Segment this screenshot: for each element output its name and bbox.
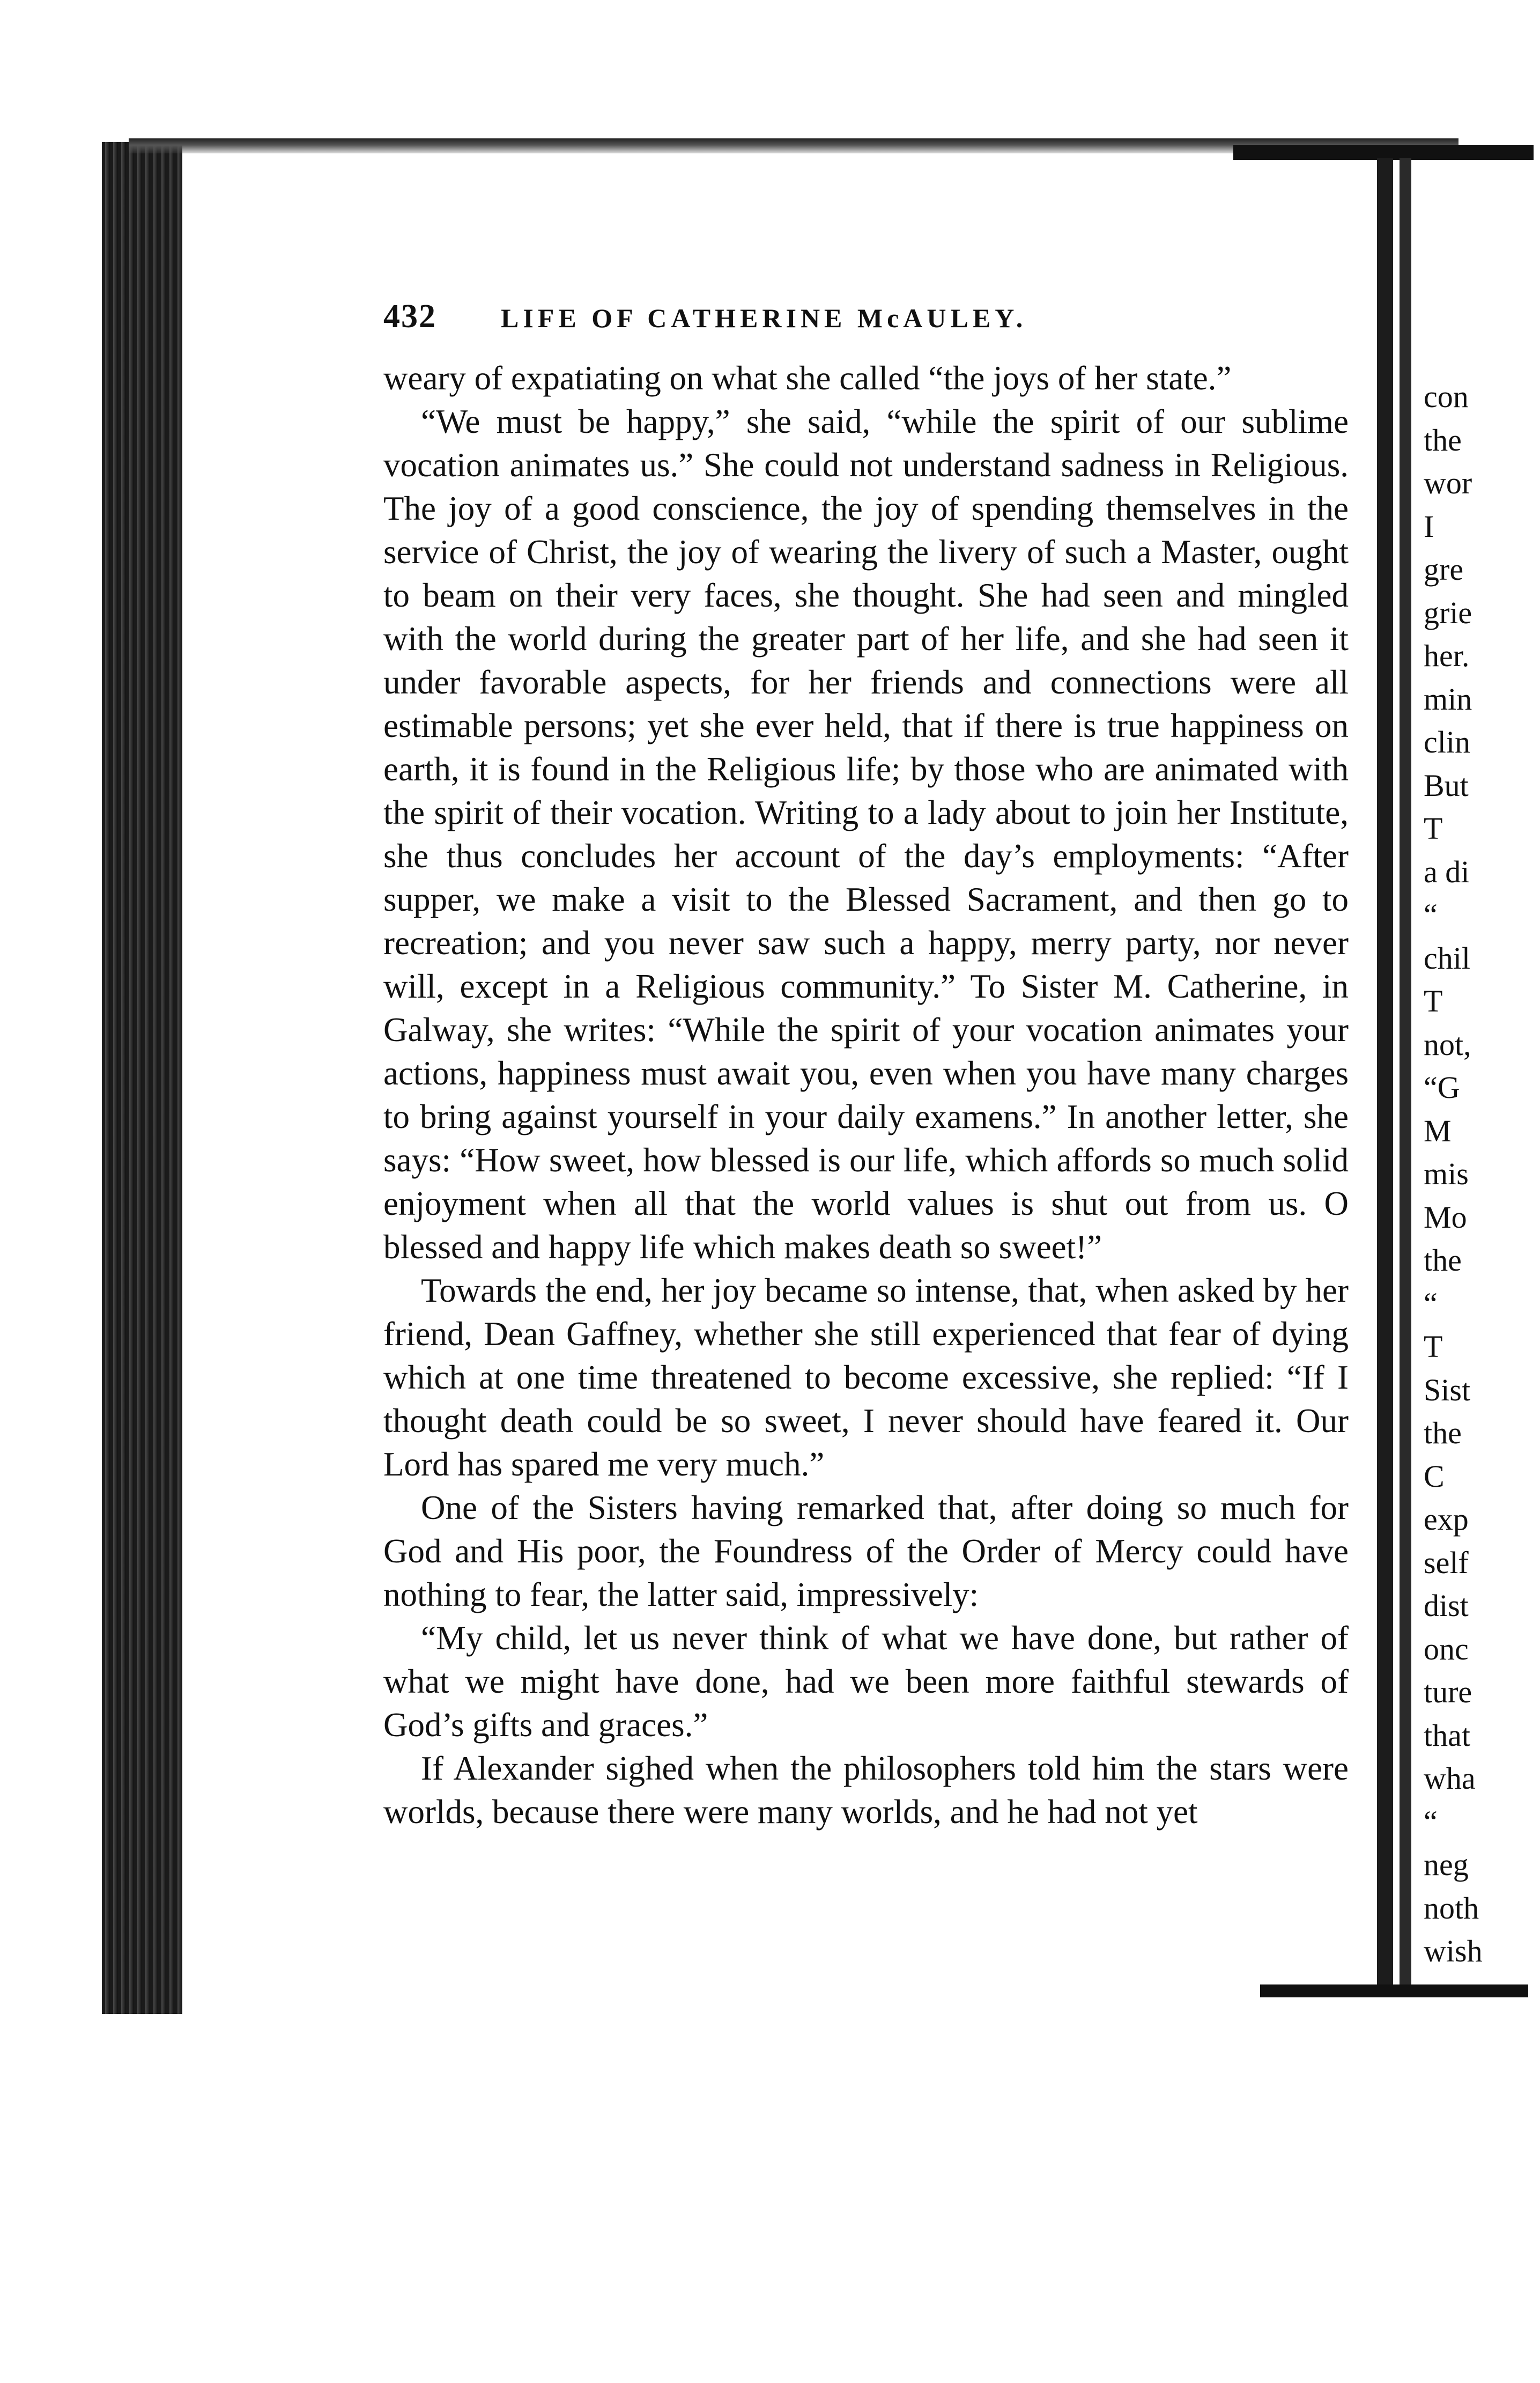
scan-page-gutter-inner [1400, 158, 1411, 1993]
paragraph: weary of expatiating on what she called “the joys of her state.” [383, 359, 1232, 397]
facing-page-fragments [1424, 375, 1531, 1973]
facing-line: grie [1424, 595, 1472, 630]
facing-line: the [1424, 1415, 1462, 1450]
facing-line: the [1424, 422, 1462, 458]
paragraph: Towards the end, her joy became so intense, that, when asked by her friend, Dean Gaffney, whether she still experienced that fear of dying which at one time threatened to become excessive, she replied: “If I thought death could be so sweet, I never should have feared it. Our Lord has spared me very much.” [383, 1272, 1349, 1483]
facing-line: ture [1424, 1674, 1472, 1709]
facing-line: dist [1424, 1588, 1469, 1623]
facing-line: gre [1424, 552, 1464, 587]
facing-line: mis [1424, 1156, 1469, 1191]
facing-line: wor [1424, 466, 1472, 500]
facing-line: her. [1424, 638, 1470, 673]
facing-line: “ [1424, 1804, 1438, 1839]
facing-line: I [1424, 508, 1434, 544]
facing-line: “G [1424, 1070, 1460, 1105]
paragraph: One of the Sisters having remarked that, after doing so much for God and His poor, the Foundress of the Order of Mercy could have nothing to fear, the latter said, impressively: [383, 1489, 1349, 1613]
facing-line: wha [1424, 1761, 1476, 1796]
facing-line: self [1424, 1545, 1469, 1580]
facing-line: Sist [1424, 1372, 1471, 1407]
facing-line: “ [1424, 1286, 1438, 1321]
facing-line: neg [1424, 1847, 1469, 1882]
facing-line: that [1424, 1717, 1470, 1753]
facing-line: clin [1424, 725, 1470, 759]
facing-line: But [1424, 768, 1469, 803]
facing-line: T [1424, 811, 1443, 846]
paragraph: “My child, let us never think of what we have done, but rather of what we might have done, had we been more faithful stewards of God’s gifts and graces.” [383, 1619, 1349, 1744]
book-binding-edge [102, 142, 182, 2014]
facing-line: Mo [1424, 1199, 1467, 1235]
facing-line: C [1424, 1458, 1445, 1494]
facing-line: onc [1424, 1631, 1469, 1666]
facing-line: min [1424, 681, 1472, 717]
body-text [383, 357, 1349, 1834]
facing-line: exp [1424, 1502, 1469, 1537]
book-page [383, 298, 1349, 2003]
facing-line: wish [1424, 1934, 1483, 1968]
paragraph: “We must be happy,” she said, “while the spirit of our sublime vocation animates us.” She could not understand sadness in Religious. The joy of a good conscience, the joy of spending themselves in the service of Christ, the joy of wearing the livery of such a Master, ought to beam on their very faces, she thought. She had seen and mingled with the world during the greater part of her life, and she had seen it under favorable aspects, for her friends and connections were all estimable persons; yet she ever held, that if there is true happiness on earth, it is found in the Religious life; by those who are animated with the spirit of their vocation. Writing to a lady about to join her Institute, she thus concludes her account of the day’s employments: “After supper, we make a visit to the Blessed Sacrament, and then go to recreation; and you never saw such a happy, merry party, nor never will, except in a Religious community.” To Sister M. Catherine, in Galway, she writes: “While the spirit of your vocation animates your actions, happiness must await you, even when you have many charges to bring against yourself in your daily examens.” In another letter, she says: “How sweet, how blessed is our life, which affords so much solid enjoyment when all that the world values is shut out from us. O blessed and happy life which makes death so sweet!” [383, 403, 1349, 1266]
facing-line: the [1424, 1243, 1462, 1278]
page-number: 432 [383, 298, 436, 335]
facing-line: not, [1424, 1027, 1471, 1062]
facing-line: chil [1424, 940, 1470, 976]
facing-line: noth [1424, 1890, 1479, 1925]
page-header [383, 298, 1349, 357]
facing-line: con [1424, 379, 1469, 414]
facing-line: T [1424, 1329, 1443, 1364]
paragraph: If Alexander sighed when the philosophers told him the stars were worlds, because there were many worlds, and he had not yet [383, 1750, 1349, 1831]
facing-line: a di [1424, 854, 1470, 889]
facing-line: M [1424, 1113, 1452, 1148]
scan-page-gutter [1377, 158, 1393, 1993]
facing-line: “ [1424, 897, 1438, 932]
facing-line: T [1424, 984, 1443, 1019]
running-head: LIFE OF CATHERINE McAULEY. [501, 303, 1027, 333]
scan-top-edge-right [1233, 145, 1534, 160]
